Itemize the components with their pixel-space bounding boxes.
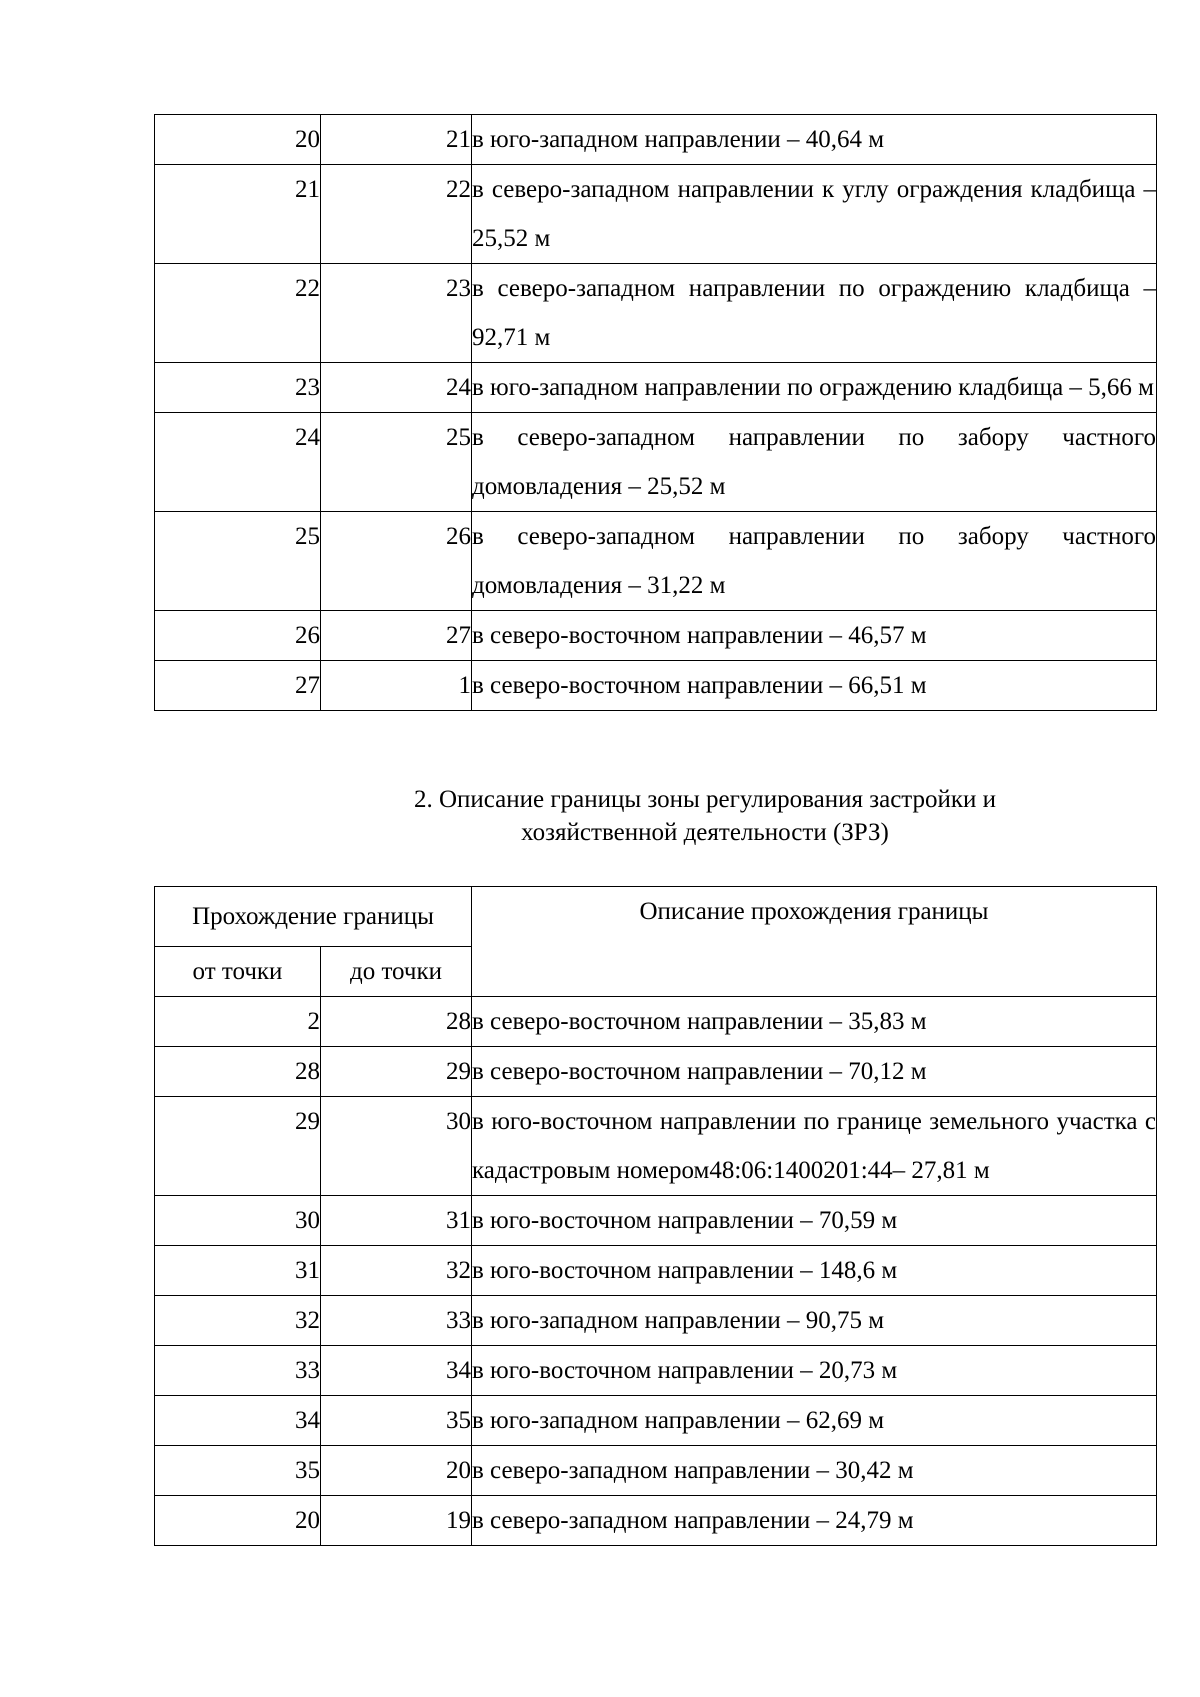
to-point: 1 xyxy=(321,661,472,711)
to-point: 20 xyxy=(321,1446,472,1496)
table-row xyxy=(155,363,1157,413)
table-row xyxy=(155,1097,1157,1196)
boundary-description: в северо-западном направлении по ограждению кладбища – 92,71 м xyxy=(472,264,1157,363)
table-row xyxy=(155,512,1157,611)
from-point: 35 xyxy=(155,1446,321,1496)
boundary-description: в северо-западном направлении по забору частного домовладения – 25,52 м xyxy=(472,413,1157,512)
section-heading-line-2: хозяйственной деятельности (ЗРЗ) xyxy=(521,819,889,846)
boundary-description: в юго-восточном направлении по границе земельного участка с кадастровым номером48:06:1400201:44– 27,81 м xyxy=(472,1097,1157,1196)
from-point: 20 xyxy=(155,1496,321,1546)
to-point: 28 xyxy=(321,997,472,1047)
from-point: 26 xyxy=(155,611,321,661)
table-row xyxy=(155,661,1157,711)
boundary-description: в юго-восточном направлении – 70,59 м xyxy=(472,1196,1157,1246)
boundary-description: в северо-западном направлении – 30,42 м xyxy=(472,1446,1157,1496)
to-point: 33 xyxy=(321,1296,472,1346)
to-point: 21 xyxy=(321,115,472,165)
boundary-description: в северо-восточном направлении – 66,51 м xyxy=(472,661,1157,711)
from-point: 32 xyxy=(155,1296,321,1346)
from-point: 28 xyxy=(155,1047,321,1097)
table-header-row xyxy=(155,887,1157,947)
from-point-header: от точки xyxy=(155,947,321,997)
boundary-description: в северо-западном направлении по забору частного домовладения – 31,22 м xyxy=(472,512,1157,611)
boundary-description: в северо-западном направлении – 24,79 м xyxy=(472,1496,1157,1546)
to-point: 22 xyxy=(321,165,472,264)
from-point: 24 xyxy=(155,413,321,512)
table-row xyxy=(155,1296,1157,1346)
from-point: 33 xyxy=(155,1346,321,1396)
table-row xyxy=(155,997,1157,1047)
to-point: 30 xyxy=(321,1097,472,1196)
from-point: 21 xyxy=(155,165,321,264)
boundary-description: в юго-западном направлении – 90,75 м xyxy=(472,1296,1157,1346)
table-row xyxy=(155,264,1157,363)
from-point: 20 xyxy=(155,115,321,165)
to-point: 23 xyxy=(321,264,472,363)
section-heading-line-1: 2. Описание границы зоны регулирования застройки и xyxy=(413,786,997,813)
to-point: 26 xyxy=(321,512,472,611)
to-point-header: до точки xyxy=(321,947,472,997)
table-row xyxy=(155,1496,1157,1546)
from-point: 30 xyxy=(155,1196,321,1246)
to-point: 34 xyxy=(321,1346,472,1396)
boundary-description: в северо-восточном направлении – 46,57 м xyxy=(472,611,1157,661)
section-heading xyxy=(154,783,1156,849)
boundary-passage-header: Прохождение границы xyxy=(155,887,472,947)
table-row xyxy=(155,1196,1157,1246)
to-point: 29 xyxy=(321,1047,472,1097)
table-row xyxy=(155,165,1157,264)
to-point: 24 xyxy=(321,363,472,413)
boundary-description: в юго-западном направлении по ограждению кладбища – 5,66 м xyxy=(472,363,1157,413)
boundary-description: в юго-восточном направлении – 148,6 м xyxy=(472,1246,1157,1296)
table-row xyxy=(155,611,1157,661)
description-header: Описание прохождения границы xyxy=(472,887,1157,997)
to-point: 31 xyxy=(321,1196,472,1246)
boundary-description: в юго-западном направлении – 62,69 м xyxy=(472,1396,1157,1446)
table-row xyxy=(155,1446,1157,1496)
boundary-description: в северо-западном направлении к углу ограждения кладбища – 25,52 м xyxy=(472,165,1157,264)
from-point: 34 xyxy=(155,1396,321,1446)
from-point: 27 xyxy=(155,661,321,711)
from-point: 29 xyxy=(155,1097,321,1196)
to-point: 19 xyxy=(321,1496,472,1546)
boundary-table-continued xyxy=(154,114,1157,711)
from-point: 25 xyxy=(155,512,321,611)
boundary-description: в северо-восточном направлении – 35,83 м xyxy=(472,997,1157,1047)
table-row xyxy=(155,1346,1157,1396)
to-point: 25 xyxy=(321,413,472,512)
boundary-description: в юго-восточном направлении – 20,73 м xyxy=(472,1346,1157,1396)
from-point: 23 xyxy=(155,363,321,413)
from-point: 2 xyxy=(155,997,321,1047)
table-row xyxy=(155,115,1157,165)
from-point: 31 xyxy=(155,1246,321,1296)
from-point: 22 xyxy=(155,264,321,363)
boundary-description: в юго-западном направлении – 40,64 м xyxy=(472,115,1157,165)
table-row xyxy=(155,1246,1157,1296)
to-point: 35 xyxy=(321,1396,472,1446)
zrz-boundary-table xyxy=(154,886,1157,1546)
table-row xyxy=(155,1047,1157,1097)
boundary-description: в северо-восточном направлении – 70,12 м xyxy=(472,1047,1157,1097)
table-row xyxy=(155,413,1157,512)
to-point: 27 xyxy=(321,611,472,661)
to-point: 32 xyxy=(321,1246,472,1296)
table-row xyxy=(155,1396,1157,1446)
